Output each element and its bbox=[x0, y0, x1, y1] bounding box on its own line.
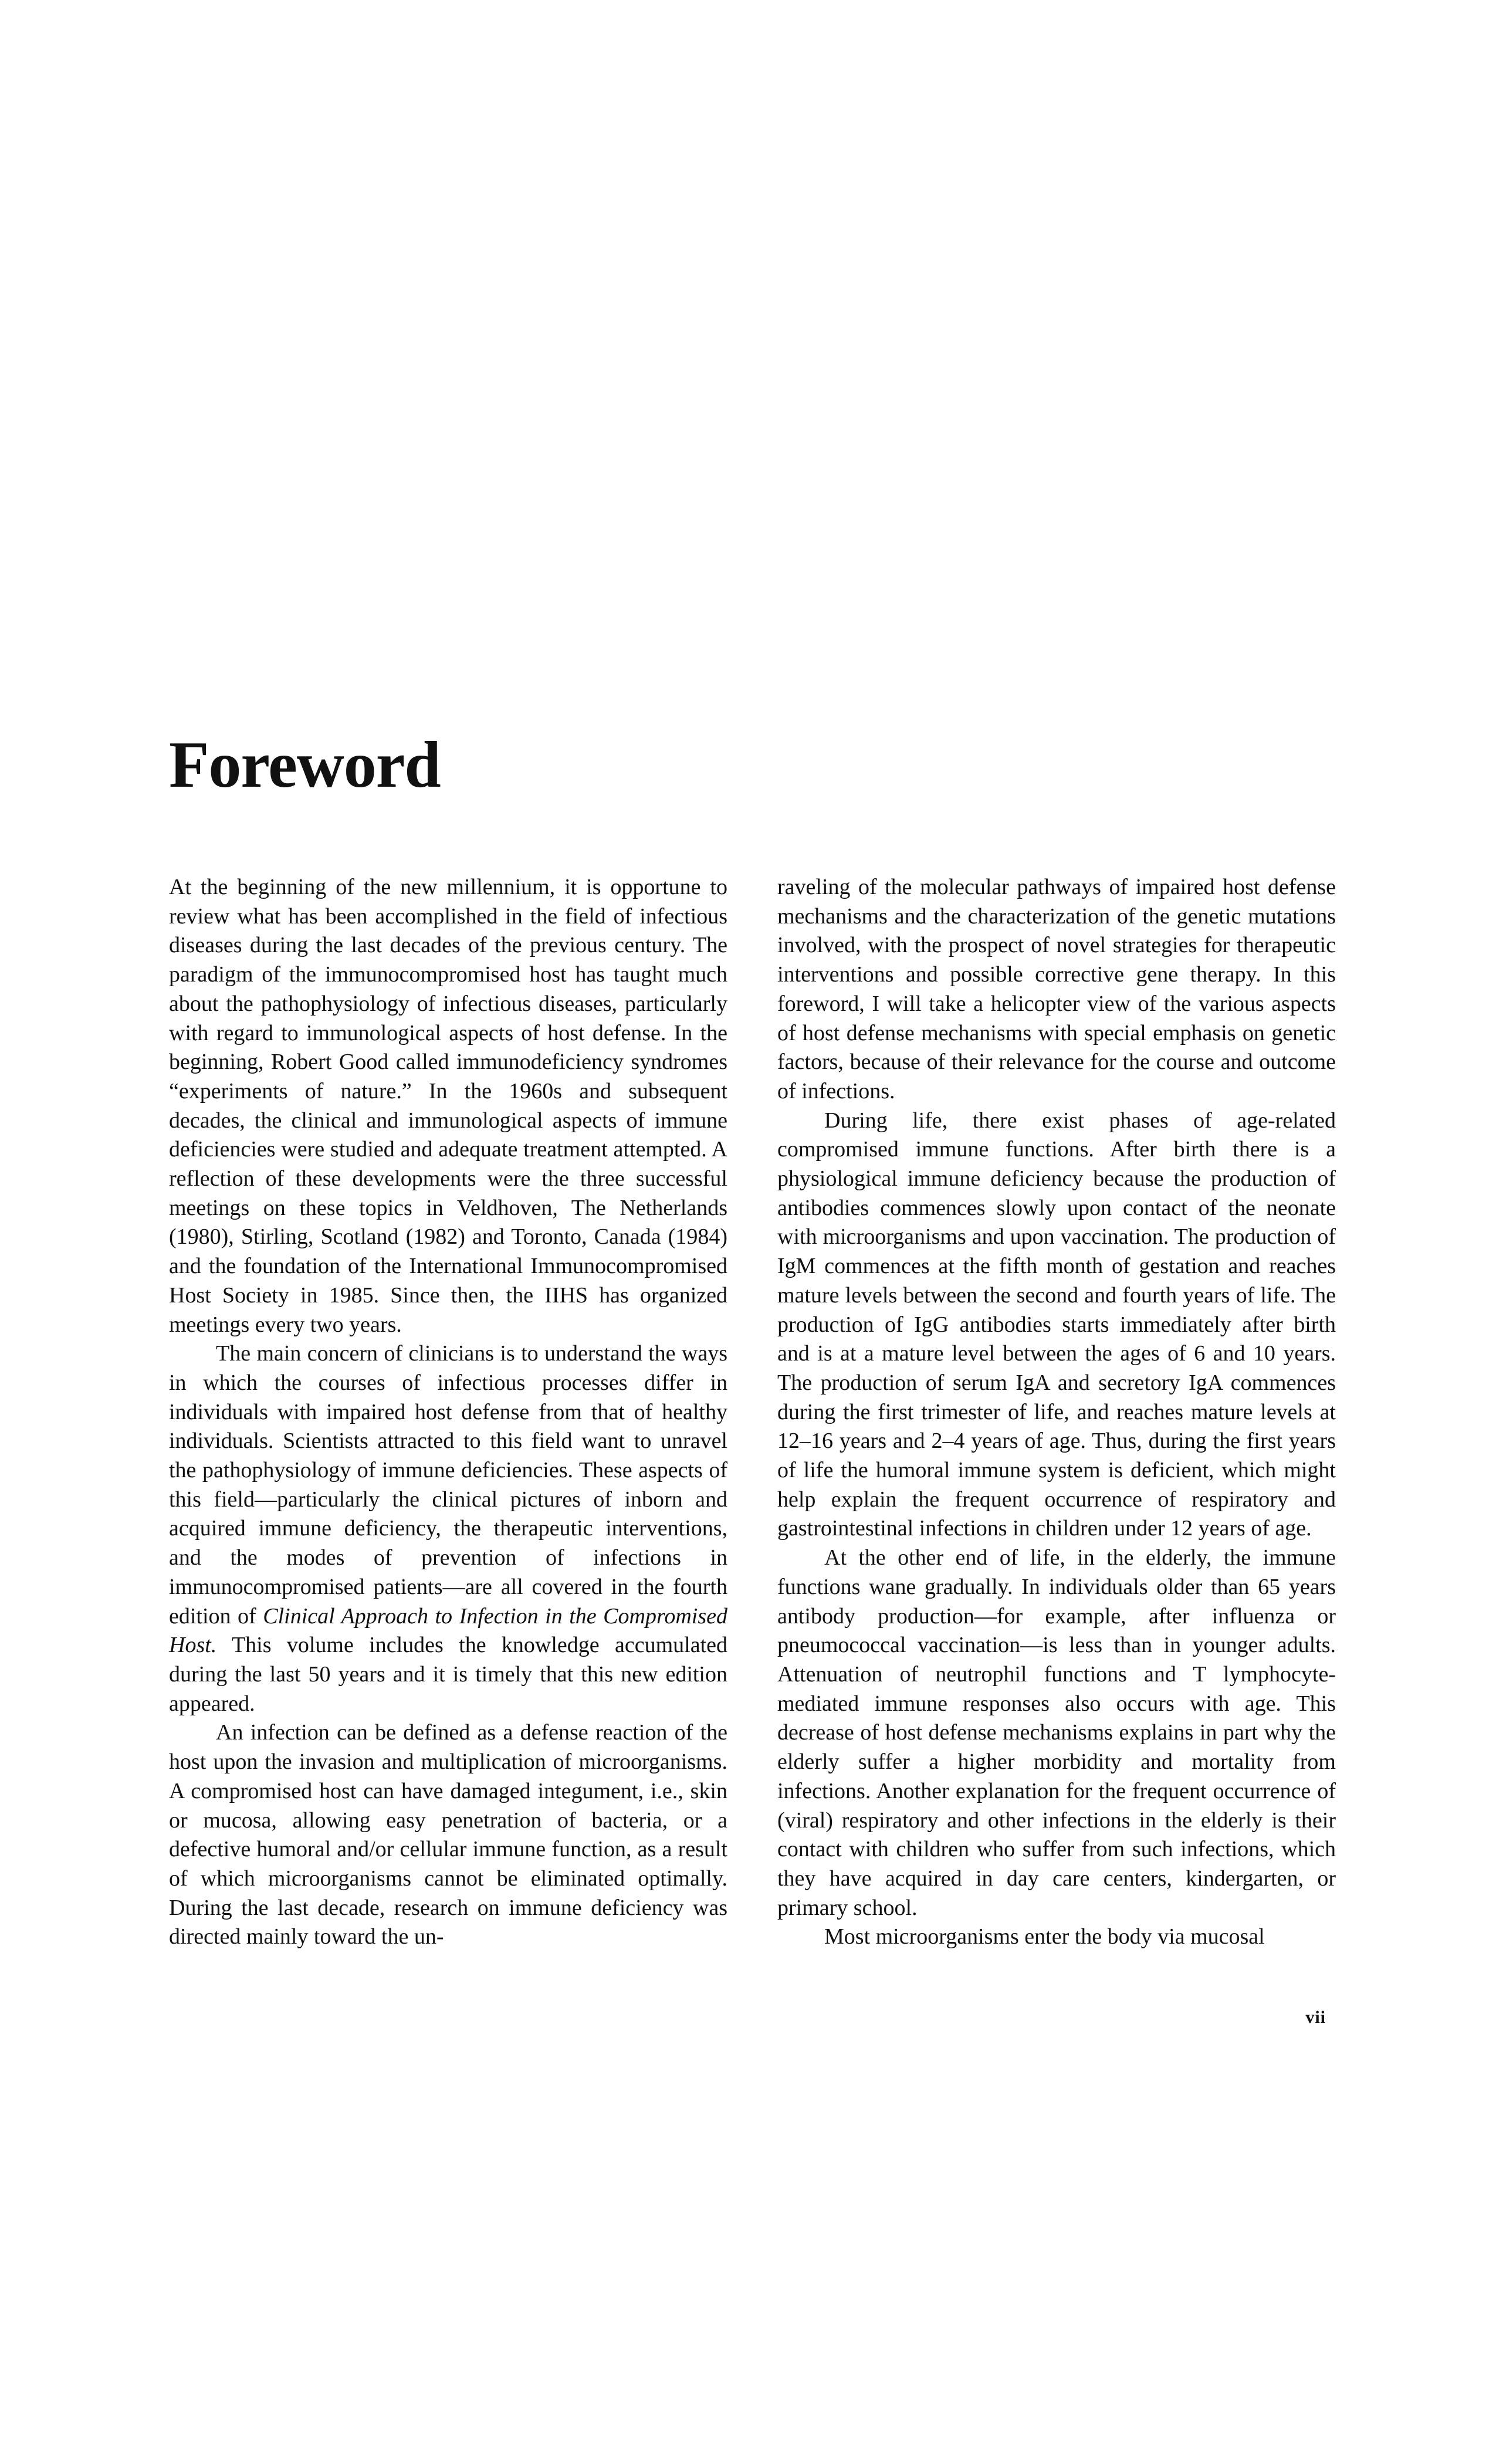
paragraph-age-related: During life, there exist phases of age-related compromised immune functions. After birth there is a physiological immune deficiency because the production of antibodies commences slowly upon contact of the neonate with microorganisms and upon vaccination. The production of IgM commences at the fifth month of gestation and reaches mature levels between the second and fourth years of life. The production of IgG antibodies starts immediately after birth and is at a mature level between the ages of 6 and 10 years. The production of serum IgA and secretory IgA commences during the first trimester of life, and reaches mature levels at 12–16 years and 2–4 years of age. Thus, during the first years of life the humoral immune system is deficient, which might help explain the frequent occurrence of respiratory and gastrointestinal infections in children under 12 years of age. bbox=[777, 1108, 1336, 1541]
paragraph-mucosal: Most microorganisms enter the body via mucosal bbox=[824, 1924, 1265, 1949]
paragraph-elderly: At the other end of life, in the elderly, the immune functions wane gradually. In individuals older than 65 years antibody production—for example, after influenza or pneumococcal vaccination—is less than in younger adults. Attenuation of neutrophil functions and T lymphocyte-mediated immune responses also occurs with age. This decrease of host defense mechanisms explains in part why the elderly suffer a higher morbidity and mortality from infections. Another explanation for the frequent occurrence of (viral) respiratory and other infections in the elderly is their contact with children who suffer from such infections, which they have acquired in day care centers, kindergarten, or primary school. bbox=[777, 1545, 1336, 1920]
paragraph-infection-definition: An infection can be defined as a defense reaction of the host upon the invasion and multiplication of microorganisms. A compromised host can have damaged integument, i.e., skin or mucosa, allowing easy penetration of bacteria, or a defective humoral and/or cellular immune function, as a result of which microorganisms cannot be eliminated optimally. During the last decade, research on immune deficiency was directed mainly toward the un- bbox=[169, 1720, 727, 1949]
book-title-italic: Clinical Approach to Infection in the Compromised Host. bbox=[169, 1603, 727, 1658]
left-column bbox=[169, 873, 727, 1952]
paragraph-clinicians-text: The main concern of clinicians is to understand the ways in which the courses of infectious processes differ in individuals with impaired host defense from that of healthy individuals. Scientists attracted to this field want to unravel the pathophysiology of immune deficiencies. These aspects of this field—particularly the clinical pictures of inborn and acquired immune deficiency, the therapeutic interventions, and the modes of prevention of infections in immunocompromised patients—are all covered in the fourth edition of bbox=[169, 1341, 727, 1629]
paragraph-unraveling: raveling of the molecular pathways of impaired host defense mechanisms and the characterization of the genetic mutations involved, with the prospect of novel strategies for therapeutic interventions and possible corrective gene therapy. In this foreword, I will take a helicopter view of the various aspects of host defense mechanisms with special emphasis on genetic factors, because of their relevance for the course and outcome of infections. bbox=[777, 875, 1336, 1104]
right-column bbox=[777, 873, 1336, 1952]
page-number: vii bbox=[1305, 2008, 1326, 2027]
paragraph-millennium: At the beginning of the new millennium, it is opportune to review what has been accomplished in the field of infectious diseases during the last decades of the previous century. The paradigm of the immunocompromised host has taught much about the pathophysiology of infectious diseases, particularly with regard to immunological aspects of host defense. In the beginning, Robert Good called immunodeficiency syndromes “experiments of nature.” In the 1960s and subsequent decades, the clinical and immunological aspects of immune deficiencies were studied and adequate treatment attempted. A reflection of these developments were the three successful meetings on these topics in Veldhoven, The Netherlands (1980), Stirling, Scotland (1982) and Toronto, Canada (1984) and the foundation of the International Immunocompromised Host Society in 1985. Since then, the IIHS has organized meetings every two years. bbox=[169, 875, 727, 1337]
paragraph-clinicians-tail: This volume includes the knowledge accumulated during the last 50 years and it is timely that this new edition appeared. bbox=[169, 1633, 727, 1716]
paragraph-clinicians bbox=[169, 1339, 727, 1718]
page-title: Foreword bbox=[169, 729, 441, 801]
